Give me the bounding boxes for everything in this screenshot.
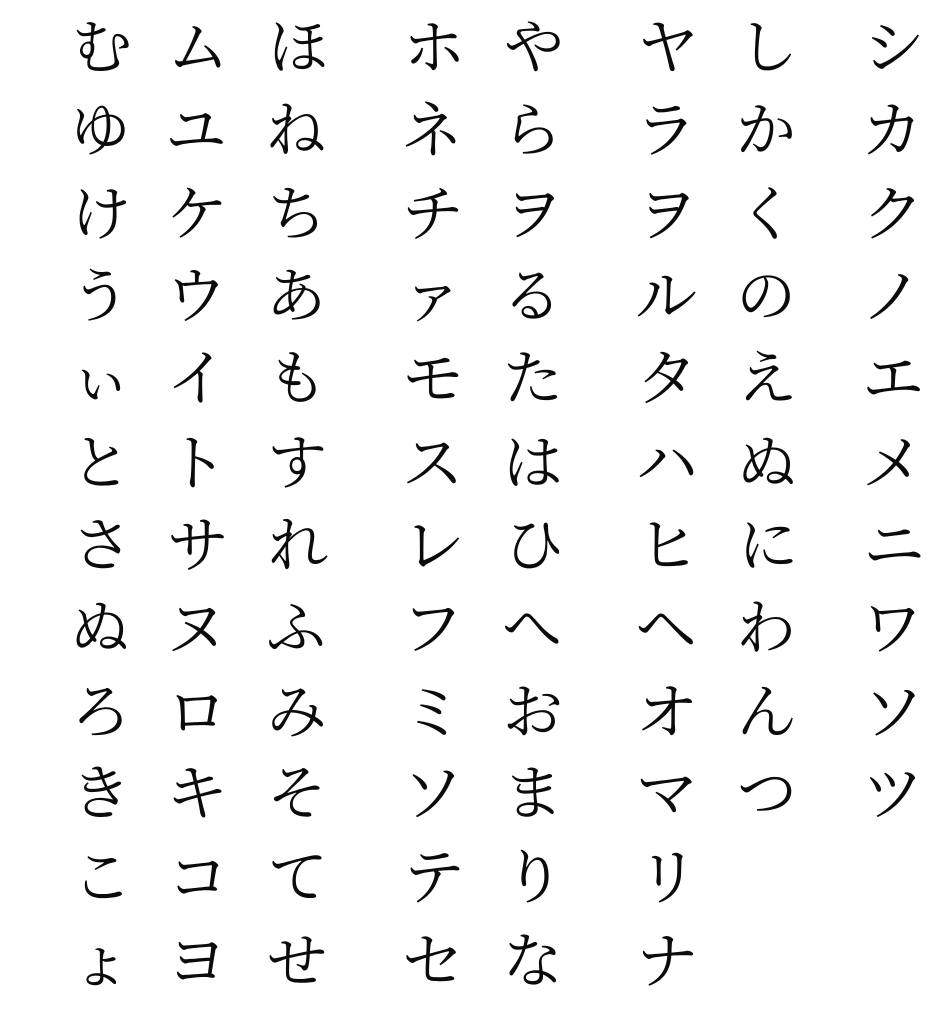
- kana-character: お: [502, 677, 564, 748]
- kana-character: も: [266, 342, 328, 415]
- kana-character: け: [70, 179, 132, 250]
- kana-character: へ: [501, 593, 563, 664]
- kana-character: レ: [402, 508, 466, 582]
- kana-character: そ: [266, 757, 328, 830]
- kana-character: は: [502, 428, 564, 499]
- kana-character: の: [735, 261, 797, 332]
- kana-character: ソ: [861, 675, 925, 749]
- kana-character: ヒ: [636, 508, 700, 582]
- kana-character: ケ: [165, 177, 229, 251]
- kana-character: か: [735, 95, 797, 166]
- kana-character: う: [69, 261, 131, 332]
- kana-character: ん: [736, 677, 798, 748]
- kana-character: て: [267, 842, 329, 913]
- kana-character: ミ: [401, 675, 465, 749]
- kana-character: チ: [401, 177, 465, 251]
- kana-character: コ: [166, 840, 230, 914]
- kana-character: ク: [861, 177, 925, 251]
- kana-character: ニ: [862, 508, 926, 582]
- kana-character: に: [737, 510, 799, 581]
- kana-character: ほ: [267, 12, 329, 83]
- column-6-hiragana: [249, 6, 345, 1002]
- kana-character: さ: [71, 510, 133, 581]
- kana-character: え: [736, 342, 798, 415]
- kana-character: リ: [636, 840, 700, 914]
- kana-character: せ: [266, 926, 328, 997]
- kana-character: テ: [402, 840, 466, 914]
- column-5-katakana: [385, 6, 481, 1002]
- kana-character: ヘ: [634, 591, 698, 665]
- kana-character: ス: [401, 426, 465, 500]
- kana-character: ね: [265, 95, 327, 166]
- kana-character: フ: [400, 591, 464, 665]
- kana-character: ホ: [402, 10, 466, 84]
- column-1-katakana: [845, 6, 941, 836]
- kana-character: ム: [166, 10, 230, 84]
- column-2-hiragana: [719, 6, 815, 836]
- kana-character: ネ: [400, 93, 464, 167]
- column-3-katakana: [619, 6, 715, 1002]
- kana-character: ょ: [70, 926, 132, 997]
- kana-character: ヲ: [502, 179, 564, 250]
- kana-character: エ: [861, 340, 925, 416]
- kana-character: カ: [860, 93, 924, 167]
- kana-character: ァ: [400, 259, 464, 333]
- column-7-katakana: [149, 6, 245, 1002]
- kana-character: わ: [735, 593, 797, 664]
- kana-character: セ: [401, 924, 465, 998]
- kana-character: ロ: [165, 675, 229, 749]
- kana-character: メ: [861, 426, 925, 500]
- kana-character: オ: [635, 675, 699, 749]
- kana-character: ヤ: [636, 10, 700, 84]
- kana-character: ぃ: [70, 342, 132, 415]
- column-8-hiragana: [53, 6, 149, 1002]
- kana-character: す: [266, 428, 328, 499]
- kana-character: シ: [862, 10, 926, 84]
- kana-character: ヲ: [635, 177, 699, 251]
- kana-character: な: [502, 926, 564, 997]
- kana-character: や: [503, 12, 565, 83]
- kana-character: キ: [165, 755, 229, 831]
- kana-character: ふ: [265, 593, 327, 664]
- kana-character: ヨ: [165, 924, 229, 998]
- kana-character: サ: [166, 508, 230, 582]
- kana-character: く: [736, 179, 798, 250]
- kana-character: ヌ: [164, 591, 228, 665]
- kana-character: ち: [266, 179, 328, 250]
- kana-character: し: [737, 12, 799, 83]
- kana-character: ソ: [401, 755, 465, 831]
- kana-character: ワ: [860, 591, 924, 665]
- kana-character: ル: [634, 259, 698, 333]
- kana-character: ま: [502, 757, 564, 830]
- kana-character: モ: [401, 340, 465, 416]
- kana-character: れ: [267, 510, 329, 581]
- kana-character: る: [501, 261, 563, 332]
- kana-character: あ: [265, 261, 327, 332]
- kana-character: ノ: [860, 259, 924, 333]
- kana-character: ゆ: [69, 95, 131, 166]
- kana-character: タ: [635, 340, 699, 416]
- kana-character: ユ: [164, 93, 228, 167]
- kana-character: イ: [165, 340, 229, 416]
- kana-character: ツ: [861, 755, 925, 831]
- kana-character: ろ: [70, 677, 132, 748]
- kana-character: と: [70, 428, 132, 499]
- kana-character: り: [503, 842, 565, 913]
- kana-character: こ: [71, 842, 133, 913]
- kana-character: ぬ: [69, 593, 131, 664]
- kana-character: き: [70, 757, 132, 830]
- kana-character: ひ: [503, 510, 565, 581]
- kana-character: む: [71, 12, 133, 83]
- kana-character: ウ: [164, 259, 228, 333]
- kana-character: ナ: [635, 924, 699, 998]
- kana-character: ラ: [634, 93, 698, 167]
- kana-character: み: [266, 677, 328, 748]
- kana-character: ら: [501, 95, 563, 166]
- kana-character: ト: [165, 426, 229, 500]
- kana-character: た: [502, 342, 564, 415]
- column-4-hiragana: [485, 6, 581, 1002]
- kana-character: マ: [635, 755, 699, 831]
- kana-character: ハ: [635, 426, 699, 500]
- kana-character: ぬ: [736, 428, 798, 499]
- kana-character: つ: [736, 757, 798, 830]
